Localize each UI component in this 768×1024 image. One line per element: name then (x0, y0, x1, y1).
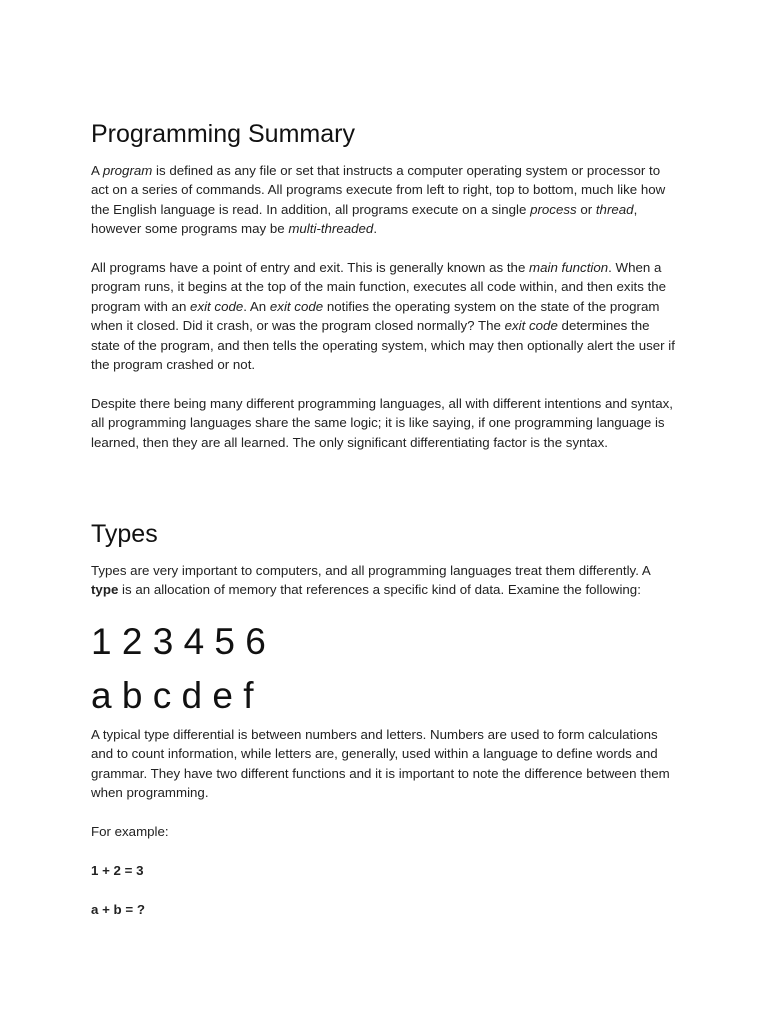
text-run: Despite there being many different programming languages, all with different intentions and syntax, all programming languages share the same logic; it is like saying, if one programming language is learned, then they are all learned. The only significant differentiating factor is the syntax. (91, 396, 673, 450)
text-run: determines the state of the program, and then tells the operating system, which may then optionally alert the user if the program crashed or not. (91, 318, 675, 373)
text-run: A (91, 163, 103, 178)
letters-example: a b c d e f (91, 675, 254, 716)
emphasis-text: exit code (504, 318, 558, 334)
text-run: . (373, 221, 378, 237)
text-run: is an allocation of memory that references a specific kind of data. Examine the following: (118, 582, 641, 598)
types-paragraph-2 (91, 725, 681, 803)
bold-term: type (91, 582, 119, 598)
text-run: A typical type differential is between numbers and letters. Numbers are used to form calculations and to count information, while letters are, generally, used within a language to define words and grammar. They have two different functions and it is important to note the difference between them when programming. (91, 727, 670, 801)
types-paragraph-1 (91, 561, 681, 600)
summary-paragraph-3 (91, 394, 681, 452)
text-run: . An (243, 298, 270, 314)
section-heading-types: Types (91, 520, 158, 548)
text-run: Types are very important to computers, and all programming languages treat them differently. A (91, 563, 651, 578)
emphasis-text: main function (529, 260, 609, 275)
example-letter-addition: a + b = ? (91, 902, 145, 917)
summary-paragraph-2 (91, 258, 681, 374)
summary-paragraph-1 (91, 161, 681, 239)
emphasis-text: thread (595, 201, 634, 217)
example-intro: For example: (91, 824, 169, 839)
text-run: , however some programs may be (91, 201, 638, 237)
section-heading-programming-summary: Programming Summary (91, 120, 355, 148)
text-run: is defined as any file or set that instructs a computer operating system or processor to act on a series of commands. All programs execute from left to right, top to bottom, much like how the English language is read. In addition, all programs execute on a single (91, 163, 666, 217)
emphasis-text: multi-threaded (288, 221, 374, 237)
numbers-example: 1 2 3 4 5 6 (91, 621, 266, 662)
example-number-addition: 1 + 2 = 3 (91, 863, 144, 878)
text-run: All programs have a point of entry and exit. This is generally known as the (91, 260, 530, 275)
text-run: or (576, 201, 596, 217)
emphasis-text: process (530, 201, 577, 217)
emphasis-text: program (102, 163, 153, 178)
emphasis-text: exit code (190, 298, 244, 314)
emphasis-text: exit code (269, 298, 324, 314)
text-run: notifies the operating system on the state of the program when it closed. Did it crash, or was the program closed normally? The (91, 298, 660, 334)
text-run: . When a program runs, it begins at the top of the main function, executes all code within, and then exits the program with an (91, 260, 667, 314)
